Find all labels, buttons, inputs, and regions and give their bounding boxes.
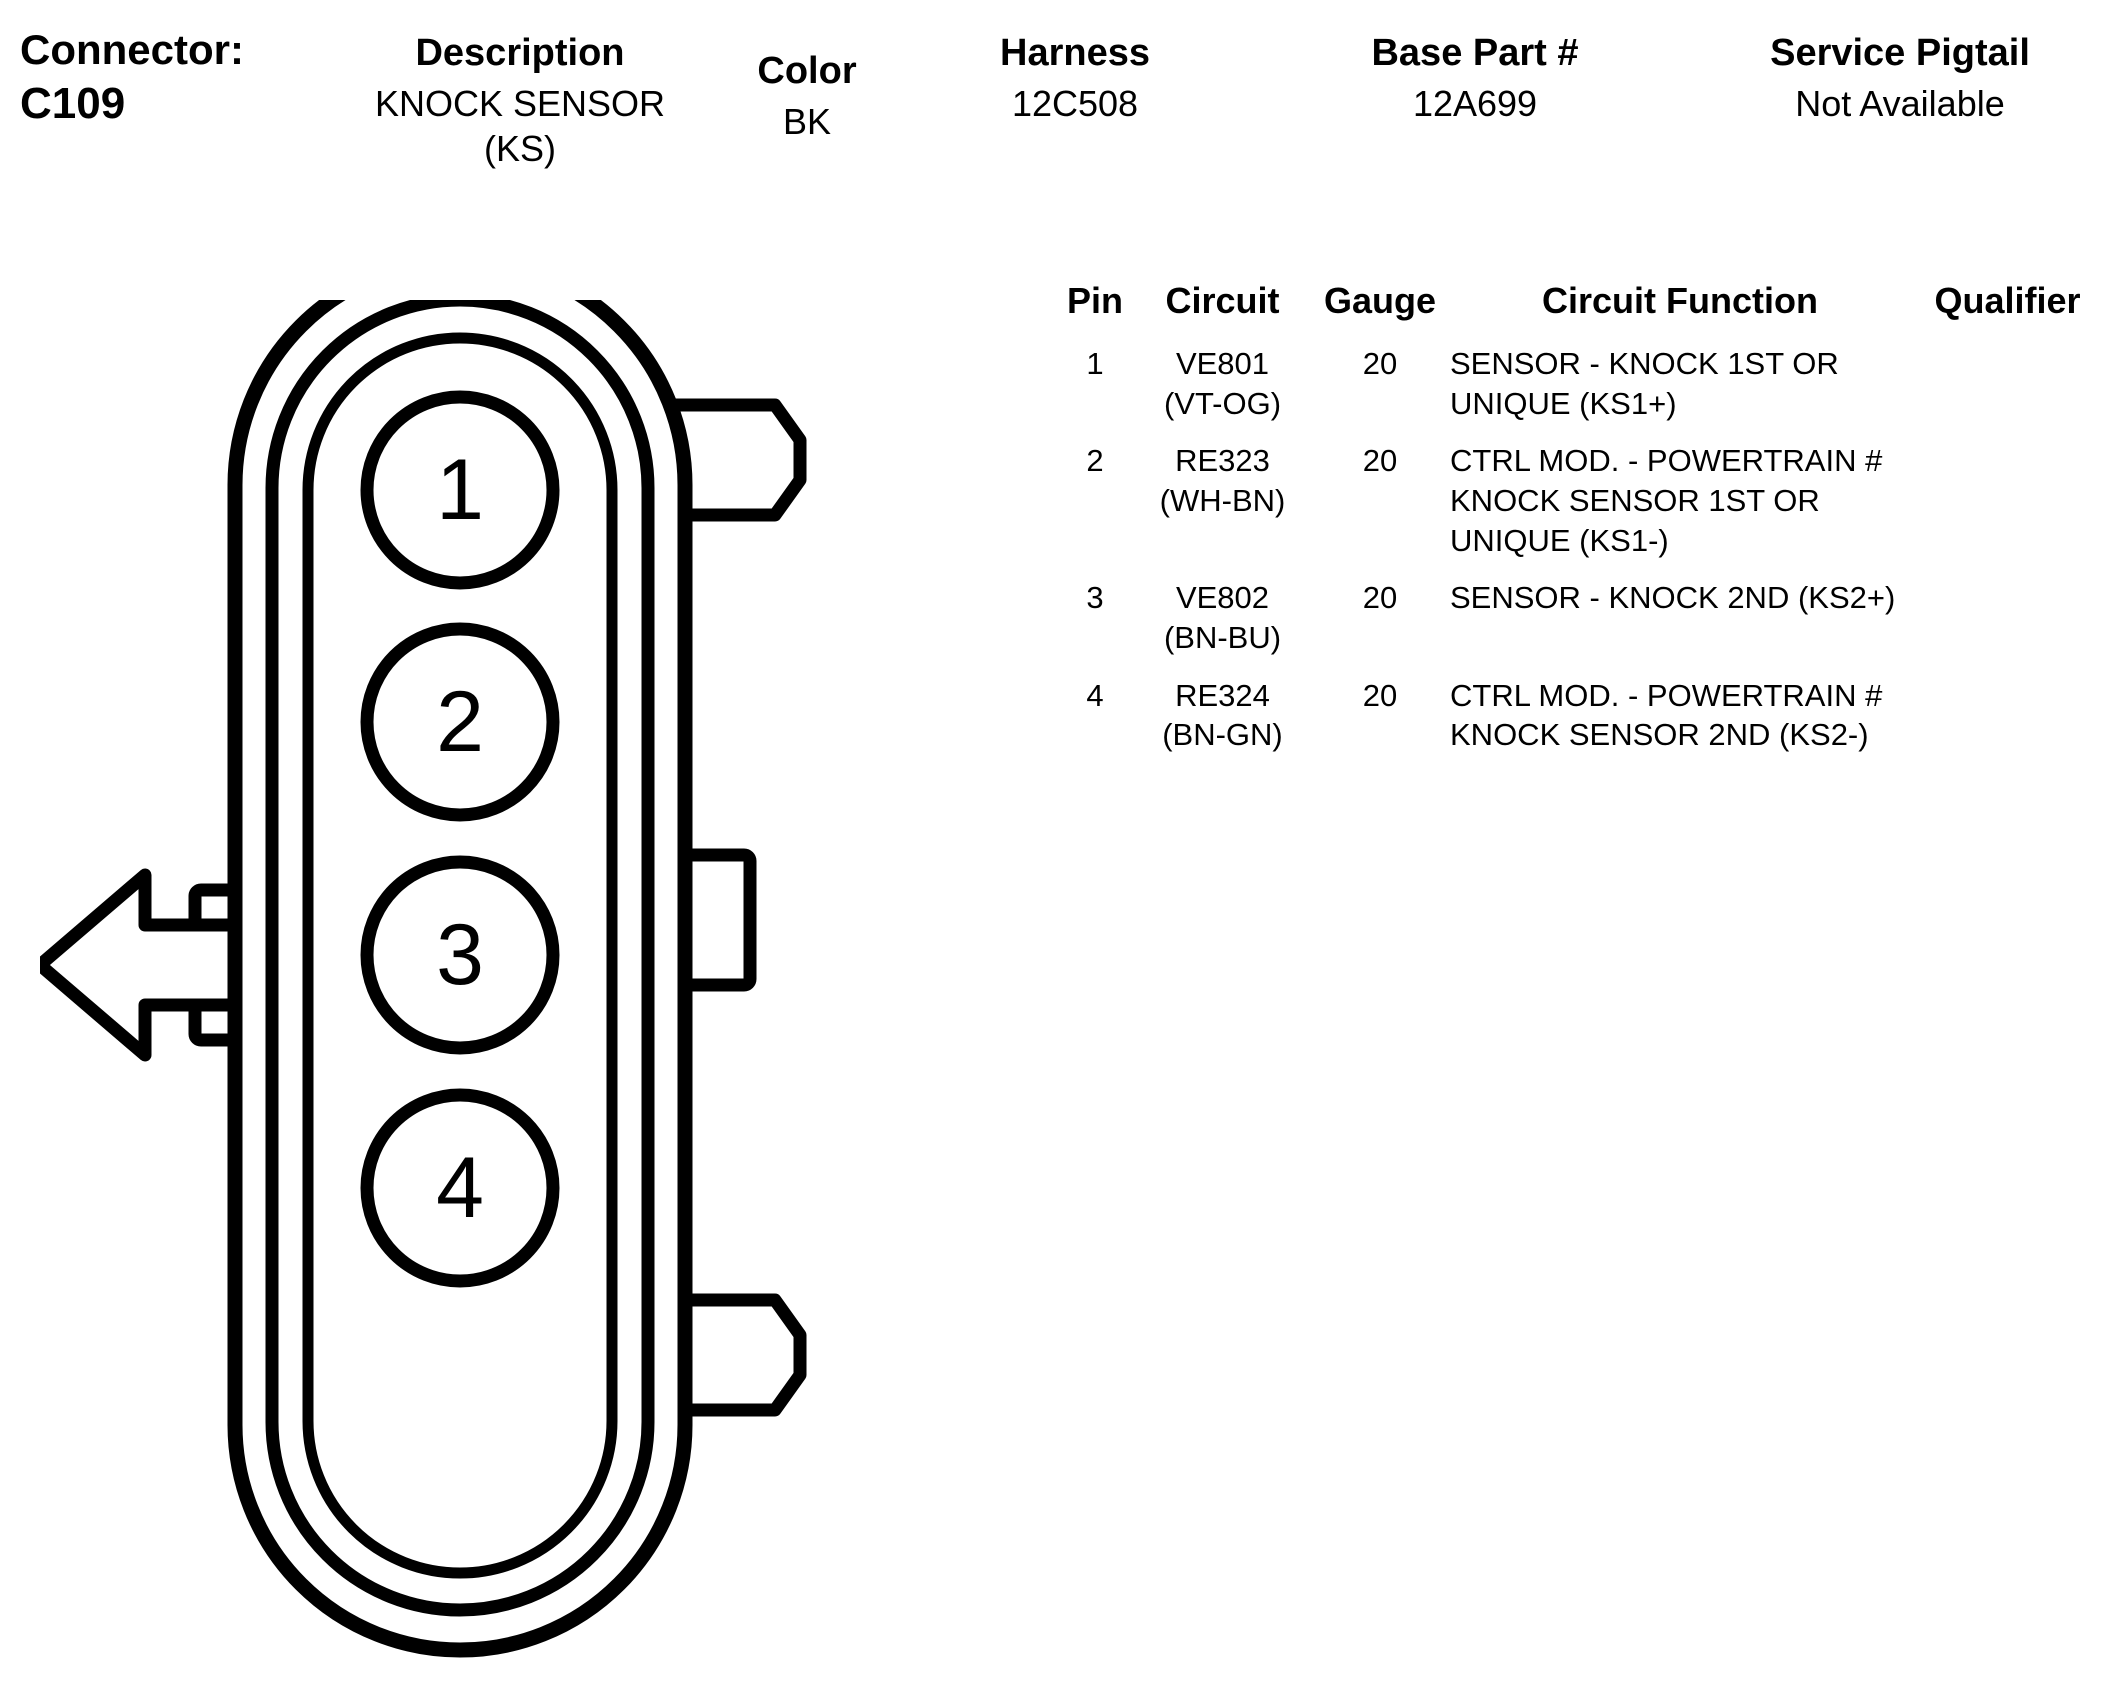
cell-qualifier bbox=[1910, 344, 2105, 441]
column-header-pin: Pin bbox=[1066, 280, 1123, 321]
color-label: Color bbox=[757, 50, 857, 92]
circuit-color: (VT-OG) bbox=[1163, 385, 1282, 421]
pin-number-1: 1 bbox=[436, 442, 484, 538]
cell-pin: 2 bbox=[1086, 443, 1104, 479]
table-row[interactable] bbox=[1055, 578, 2105, 675]
pin-cavity-3[interactable] bbox=[367, 862, 553, 1048]
cell-gauge: 20 bbox=[1362, 346, 1398, 381]
circuit-code: VE801 bbox=[1175, 346, 1270, 381]
color-value: BK bbox=[782, 100, 832, 142]
color-column bbox=[712, 50, 902, 143]
table-row[interactable] bbox=[1055, 676, 2105, 773]
cell-function: CTRL MOD. - POWERTRAIN # KNOCK SENSOR 2ND (KS2-) bbox=[1450, 677, 1883, 753]
description-label: Description bbox=[415, 32, 625, 74]
pin-number-3: 3 bbox=[436, 907, 484, 1003]
cell-gauge: 20 bbox=[1362, 443, 1398, 479]
pin-cavity-4[interactable] bbox=[367, 1095, 553, 1281]
table-row[interactable] bbox=[1055, 344, 2105, 441]
column-header-gauge: Gauge bbox=[1323, 280, 1437, 321]
circuit-color: (BN-GN) bbox=[1162, 717, 1283, 753]
service-pigtail-column bbox=[1700, 32, 2100, 125]
cell-function: CTRL MOD. - POWERTRAIN # KNOCK SENSOR 1ST OR UNIQUE (KS1-) bbox=[1450, 443, 1883, 558]
circuit-code: RE324 bbox=[1175, 677, 1270, 713]
connector-diagram bbox=[40, 300, 1100, 1680]
pin-cavity-1[interactable] bbox=[367, 397, 553, 583]
cell-gauge: 20 bbox=[1362, 580, 1398, 616]
cell-circuit bbox=[1135, 441, 1310, 578]
description-value-secondary: (KS) bbox=[484, 127, 556, 169]
pin-table bbox=[1055, 280, 2105, 773]
base-part-value: 12A699 bbox=[1412, 82, 1538, 124]
column-header-function: Circuit Function bbox=[1542, 280, 1818, 321]
pin-number-4: 4 bbox=[436, 1140, 484, 1236]
column-header-circuit: Circuit bbox=[1165, 280, 1280, 321]
harness-column bbox=[930, 32, 1220, 125]
connector-column bbox=[20, 26, 350, 131]
cell-function: SENSOR - KNOCK 2ND (KS2+) bbox=[1450, 580, 1896, 616]
circuit-color: (BN-BU) bbox=[1163, 620, 1282, 656]
base-part-label: Base Part # bbox=[1371, 32, 1579, 74]
cell-qualifier bbox=[1910, 441, 2105, 578]
cell-qualifier bbox=[1910, 676, 2105, 773]
cell-pin: 4 bbox=[1086, 677, 1104, 713]
cell-circuit bbox=[1135, 676, 1310, 773]
pin-cavity-2[interactable] bbox=[367, 629, 553, 815]
header-bar bbox=[0, 0, 2118, 200]
service-pigtail-value: Not Available bbox=[1795, 82, 2005, 124]
cell-qualifier bbox=[1910, 578, 2105, 675]
description-value: KNOCK SENSOR bbox=[374, 82, 666, 124]
service-pigtail-label: Service Pigtail bbox=[1770, 32, 2030, 74]
cell-pin: 3 bbox=[1086, 580, 1104, 616]
circuit-code: RE323 bbox=[1175, 443, 1270, 479]
cell-circuit bbox=[1135, 578, 1310, 675]
table-row[interactable] bbox=[1055, 441, 2105, 578]
circuit-color: (WH-BN) bbox=[1159, 483, 1286, 519]
circuit-code: VE802 bbox=[1175, 580, 1270, 616]
pin-number-2: 2 bbox=[436, 674, 484, 770]
harness-value: 12C508 bbox=[1011, 82, 1139, 124]
base-part-column bbox=[1300, 32, 1650, 125]
description-column bbox=[320, 32, 720, 170]
connector-id: C109 bbox=[20, 79, 126, 129]
cell-function: SENSOR - KNOCK 1ST OR UNIQUE (KS1+) bbox=[1450, 346, 1839, 421]
column-header-qualifier: Qualifier bbox=[1934, 280, 2081, 321]
cell-gauge: 20 bbox=[1362, 677, 1398, 713]
cell-pin: 1 bbox=[1086, 346, 1104, 381]
connector-label: Connector: bbox=[20, 26, 244, 73]
cell-circuit bbox=[1135, 344, 1310, 441]
harness-label: Harness bbox=[1000, 32, 1150, 74]
pin-table-header-row bbox=[1055, 280, 2105, 344]
